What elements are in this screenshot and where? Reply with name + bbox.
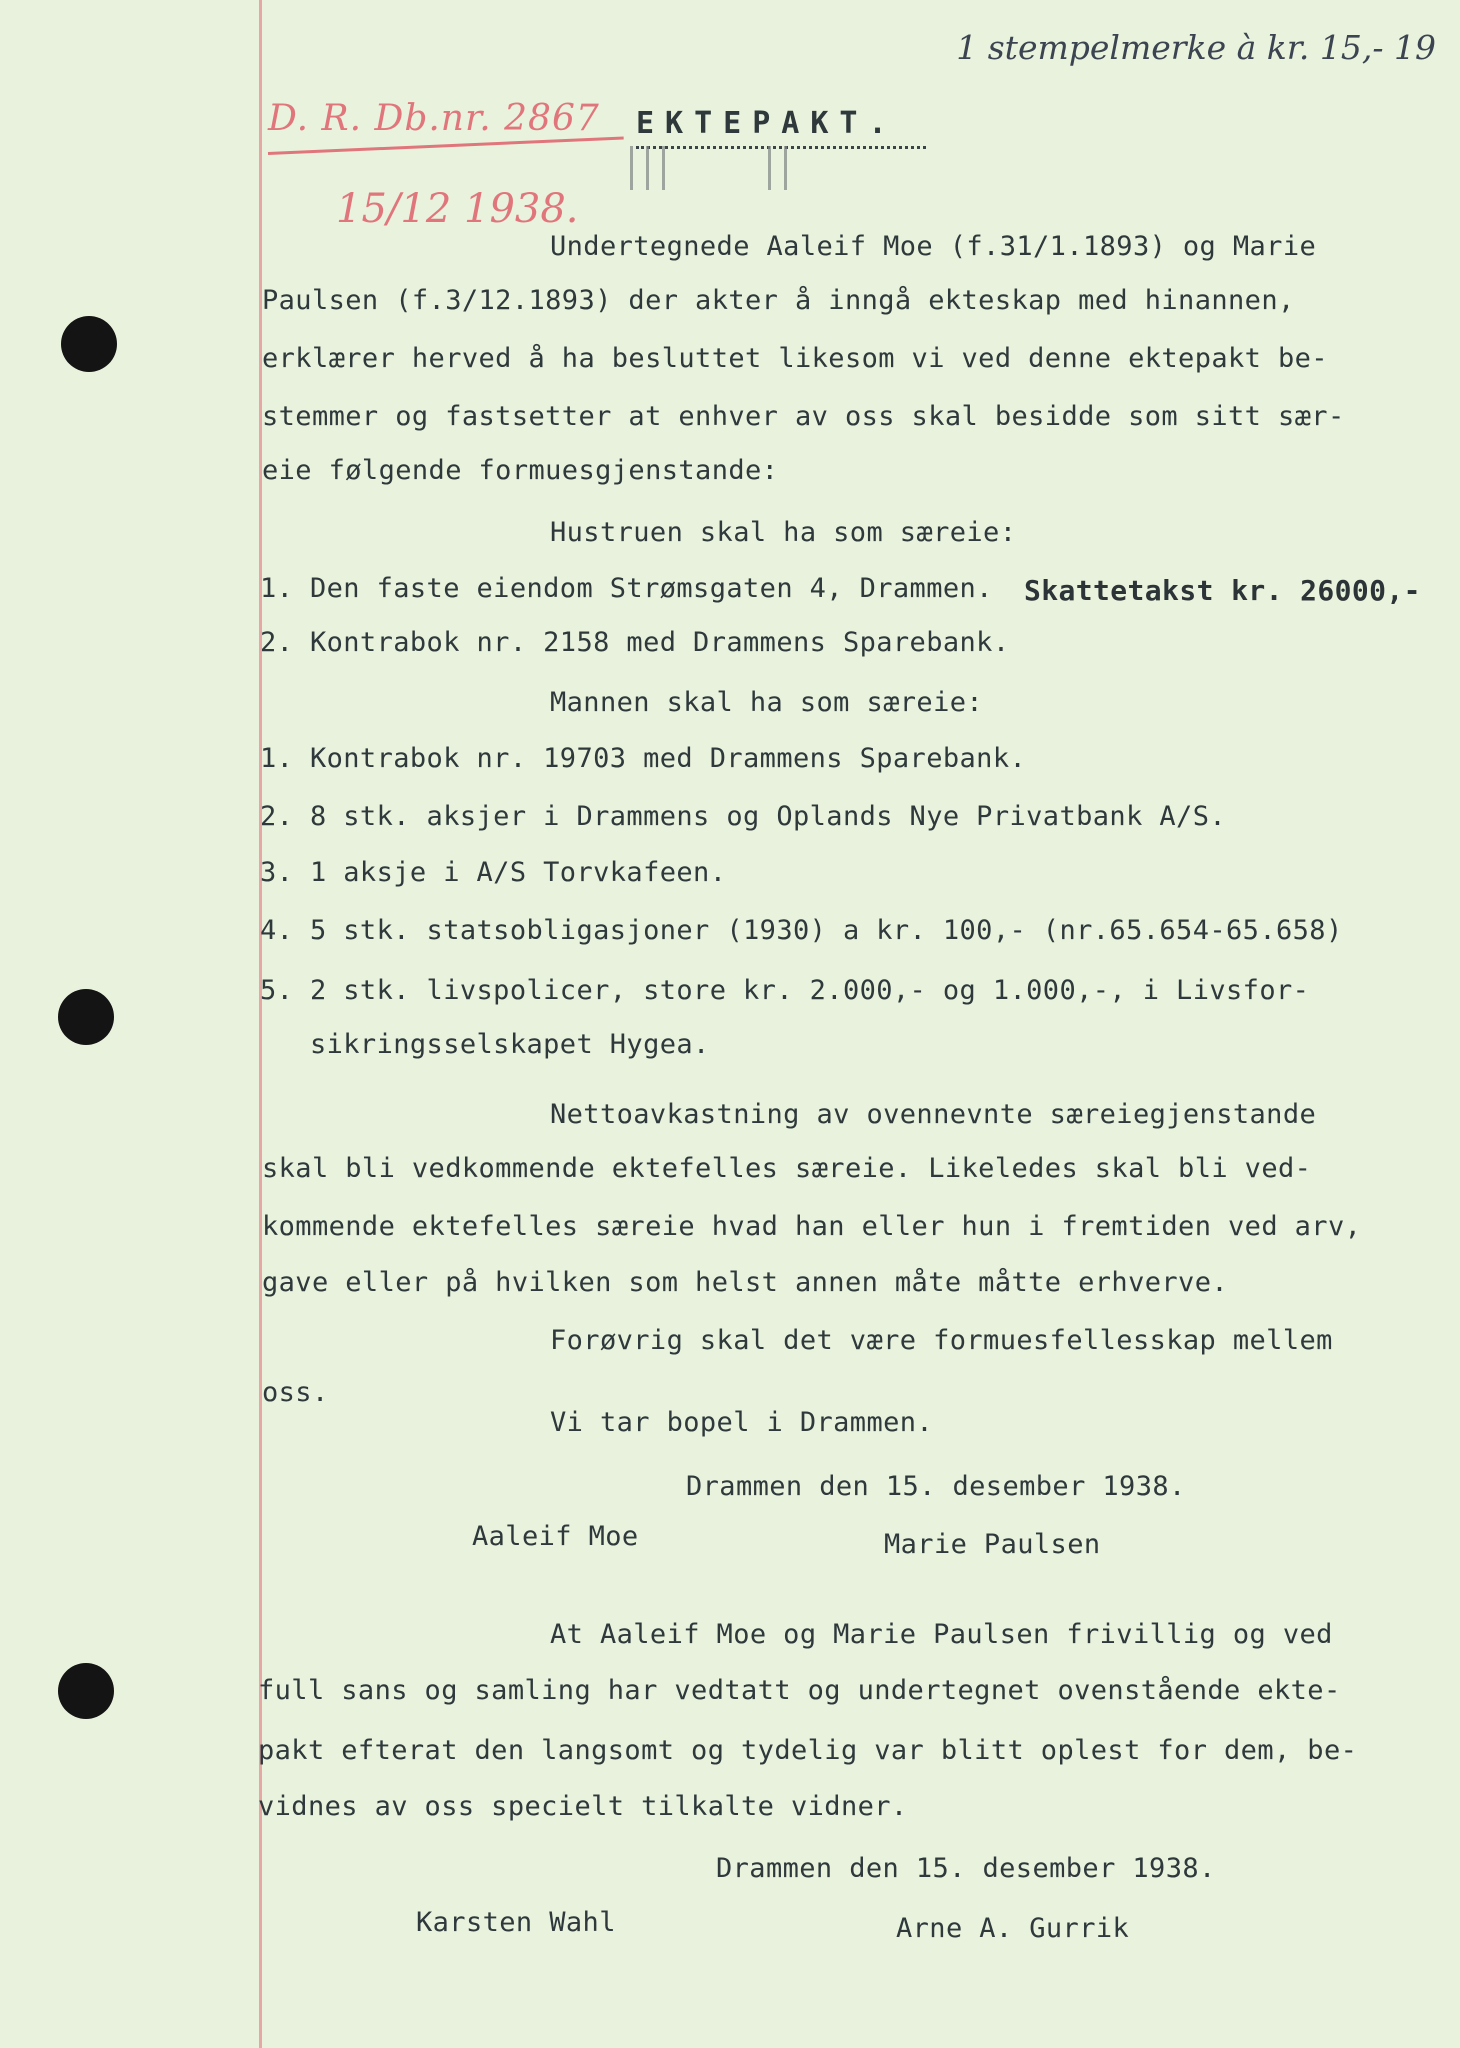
binder-hole-middle [58,989,114,1045]
intro-line-5: eie følgende formuesgjenstande: [262,455,779,486]
witness-line-2: full sans og samling har vedtatt og undertegnet ovenstående ekte- [258,1675,1341,1706]
husband-item-1: 1. Kontrabok nr. 19703 med Drammens Sparebank. [260,743,1027,774]
typewriter-marks [628,146,808,192]
binder-hole-top [61,316,117,372]
pencil-stamp-note: 1 stempelmerke à kr. 15,- 19 [956,28,1436,67]
intro-line-3: erklærer herved å ha besluttet likesom vi ved denne ektepakt be- [262,343,1328,374]
net-yield-line-1: Nettoavkastning av ovennevnte særeiegjenstande [550,1099,1317,1130]
document-title: EKTEPAKT. [636,106,898,141]
witness-1: Karsten Wahl [416,1907,616,1938]
net-yield-line-4: gave eller på hvilken som helst annen måte måtte erhverve. [262,1267,1229,1298]
registry-stamp-underline [268,136,624,155]
binder-hole-bottom [58,1663,114,1719]
husband-item-4: 4. 5 stk. statsobligasjoner (1930) a kr. 100,- (nr.65.654-65.658) [260,915,1343,946]
registry-stamp: D. R. Db.nr. 2867 [268,98,600,139]
remaining-line-2: oss. [262,1377,329,1408]
witness-2: Arne A. Gurrik [896,1913,1130,1944]
wife-item-1: 1. Den faste eiendom Strømsgaten 4, Drammen. [260,573,993,604]
wife-heading: Hustruen skal ha som særeie: [550,517,1017,548]
intro-line-2: Paulsen (f.3/12.1893) der akter å inngå ekteskap med hinannen, [262,285,1295,316]
wife-tax-note: Skattetakst kr. 26000,- [1024,574,1421,607]
received-date: 15/12 1938. [336,186,579,232]
husband-heading: Mannen skal ha som særeie: [550,687,984,718]
husband-item-5: 5. 2 stk. livspolicer, store kr. 2.000,- og 1.000,-, i Livsfor- [260,975,1310,1006]
witness-line-3: pakt efterat den langsomt og tydelig var blitt oplest for dem, be- [258,1735,1358,1766]
husband-item-5-cont: sikringsselskapet Hygea. [260,1029,710,1060]
wife-item-2: 2. Kontrabok nr. 2158 med Drammens Sparebank. [260,627,1010,658]
signatory-1: Aaleif Moe [472,1521,639,1552]
residence-line: Vi tar bopel i Drammen. [550,1407,934,1438]
husband-item-3: 3. 1 aksje i A/S Torvkafeen. [260,857,727,888]
date-line-2: Drammen den 15. desember 1938. [716,1853,1216,1884]
net-yield-line-2: skal bli vedkommende ektefelles særeie. Likeledes skal bli ved- [262,1153,1312,1184]
witness-line-1: At Aaleif Moe og Marie Paulsen frivillig og ved [550,1619,1333,1650]
date-line-1: Drammen den 15. desember 1938. [686,1471,1186,1502]
remaining-line-1: Forøvrig skal det være formuesfellesskap mellem [550,1325,1333,1356]
signatory-2: Marie Paulsen [884,1529,1101,1560]
intro-line-1: Undertegnede Aaleif Moe (f.31/1.1893) og Marie [550,231,1317,262]
net-yield-line-3: kommende ektefelles særeie hvad han eller hun i fremtiden ved arv, [262,1211,1362,1242]
husband-item-2: 2. 8 stk. aksjer i Drammens og Oplands Nye Privatbank A/S. [260,801,1227,832]
intro-line-4: stemmer og fastsetter at enhver av oss skal besidde som sitt sær- [262,401,1345,432]
witness-line-4: vidnes av oss specielt tilkalte vidner. [258,1791,908,1822]
